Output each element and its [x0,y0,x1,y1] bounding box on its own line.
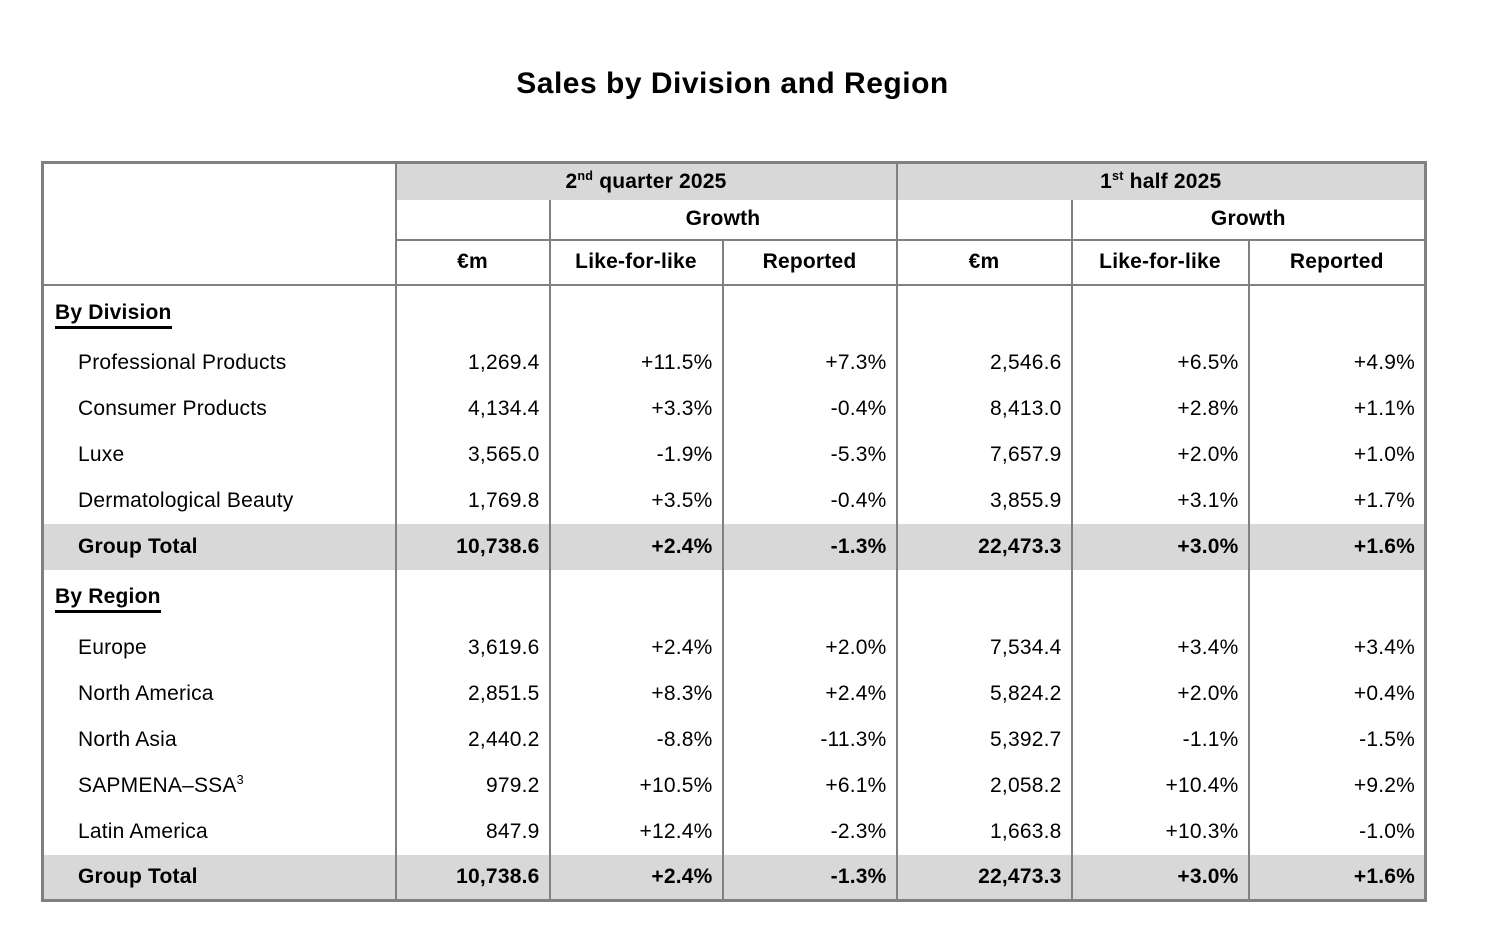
cell-value: 10,738.6 [396,524,550,570]
table-row-luxe [43,432,1426,478]
cell-value: 3,565.0 [396,432,550,478]
row-label: Group Total [43,855,396,901]
cell-value: 22,473.3 [897,524,1072,570]
cell-value: +11.5% [550,340,723,386]
empty-cell [897,570,1072,625]
cell-value: +2.0% [1072,432,1249,478]
header-period-row [43,163,1426,200]
cell-value: +3.4% [1072,625,1249,671]
cell-value: +10.5% [550,763,723,809]
row-label: SAPMENA–SSA$^3$ [43,763,396,809]
cell-value: -0.4% [723,386,897,432]
header-reported-q2: Reported [723,240,897,285]
cell-value: 7,534.4 [897,625,1072,671]
corner-cell [43,163,396,285]
table-row-sapmena-ssa [43,763,1426,809]
table-row-dermatological-beauty [43,478,1426,524]
cell-value: +2.8% [1072,386,1249,432]
table-row-group-total-division [43,524,1426,570]
cell-value: 2,546.6 [897,340,1072,386]
table-row-consumer-products [43,386,1426,432]
empty-cell [550,570,723,625]
cell-value: +3.4% [1249,625,1426,671]
row-label: Latin America [43,809,396,855]
table-row-latin-america [43,809,1426,855]
cell-value: 1,663.8 [897,809,1072,855]
cell-value: 22,473.3 [897,855,1072,901]
cell-value: +6.1% [723,763,897,809]
empty-cell [897,200,1072,240]
header-like-for-like-h1: Like-for-like [1072,240,1249,285]
sales-by-division-region-table [41,161,1427,902]
section-label: By Region [43,570,396,625]
table-row-north-asia [43,717,1426,763]
row-label: Group Total [43,524,396,570]
cell-value: -1.1% [1072,717,1249,763]
cell-value: -2.3% [723,809,897,855]
cell-value: +9.2% [1249,763,1426,809]
header-h1-2025: 1st half 2025 [897,163,1426,200]
empty-cell [1249,570,1426,625]
cell-value: +1.6% [1249,855,1426,901]
cell-value: -1.0% [1249,809,1426,855]
section-row-by-region [43,570,1426,625]
row-label: Luxe [43,432,396,478]
empty-cell [396,285,550,340]
cell-value: +10.3% [1072,809,1249,855]
cell-value: +3.0% [1072,524,1249,570]
header-growth-h1: Growth [1072,200,1426,240]
cell-value: +1.6% [1249,524,1426,570]
cell-value: -8.8% [550,717,723,763]
empty-cell [723,570,897,625]
cell-value: 10,738.6 [396,855,550,901]
cell-value: 7,657.9 [897,432,1072,478]
cell-value: +2.4% [550,855,723,901]
cell-value: +3.3% [550,386,723,432]
cell-value: +10.4% [1072,763,1249,809]
row-label: Europe [43,625,396,671]
header-growth-q2: Growth [550,200,897,240]
empty-cell [723,285,897,340]
cell-value: +12.4% [550,809,723,855]
cell-value: 3,855.9 [897,478,1072,524]
cell-value: +3.1% [1072,478,1249,524]
page-title: Sales by Division and Region [516,67,949,100]
row-label: Consumer Products [43,386,396,432]
cell-value: -11.3% [723,717,897,763]
cell-value: -5.3% [723,432,897,478]
superscript: nd [577,168,594,183]
cell-value: 1,769.8 [396,478,550,524]
section-label: By Division [43,285,396,340]
row-label: North Asia [43,717,396,763]
cell-value: 2,440.2 [396,717,550,763]
cell-value: 979.2 [396,763,550,809]
row-label: North America [43,671,396,717]
cell-value: 2,058.2 [897,763,1072,809]
cell-value: -0.4% [723,478,897,524]
cell-value: -1.9% [550,432,723,478]
header-eurm-q2: €m [396,240,550,285]
empty-cell [1249,285,1426,340]
cell-value: +3.0% [1072,855,1249,901]
table-row-professional-products [43,340,1426,386]
cell-value: +6.5% [1072,340,1249,386]
header-reported-h1: Reported [1249,240,1426,285]
cell-value: +1.0% [1249,432,1426,478]
table-row-north-america [43,671,1426,717]
cell-value: +2.4% [550,524,723,570]
cell-value: +4.9% [1249,340,1426,386]
empty-cell [550,285,723,340]
cell-value: +2.4% [723,671,897,717]
empty-cell [396,200,550,240]
table-row-group-total-region [43,855,1426,901]
section-row-by-division [43,285,1426,340]
empty-cell [1072,570,1249,625]
empty-cell [897,285,1072,340]
cell-value: -1.3% [723,524,897,570]
cell-value: 1,269.4 [396,340,550,386]
header-eurm-h1: €m [897,240,1072,285]
cell-value: +3.5% [550,478,723,524]
cell-value: -1.3% [723,855,897,901]
empty-cell [1072,285,1249,340]
superscript: st [1112,168,1124,183]
header-q2-2025: 2nd quarter 2025 [396,163,897,200]
cell-value: +1.7% [1249,478,1426,524]
cell-value: 4,134.4 [396,386,550,432]
cell-value: +1.1% [1249,386,1426,432]
cell-value: 5,392.7 [897,717,1072,763]
header-like-for-like-q2: Like-for-like [550,240,723,285]
cell-value: 2,851.5 [396,671,550,717]
cell-value: 8,413.0 [897,386,1072,432]
cell-value: +2.0% [723,625,897,671]
row-label: Dermatological Beauty [43,478,396,524]
cell-value: 847.9 [396,809,550,855]
cell-value: +7.3% [723,340,897,386]
cell-value: +0.4% [1249,671,1426,717]
cell-value: -1.5% [1249,717,1426,763]
empty-cell [396,570,550,625]
cell-value: 5,824.2 [897,671,1072,717]
row-label: Professional Products [43,340,396,386]
cell-value: +2.4% [550,625,723,671]
table-row-europe [43,625,1426,671]
cell-value: +8.3% [550,671,723,717]
cell-value: 3,619.6 [396,625,550,671]
cell-value: +2.0% [1072,671,1249,717]
footnote-superscript: 3 [236,772,244,787]
